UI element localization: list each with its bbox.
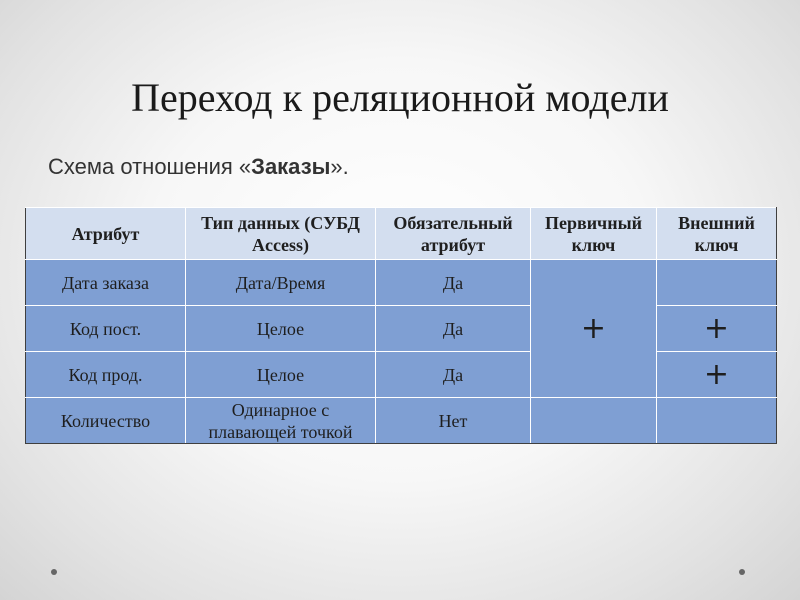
- relation-schema-table: [25, 207, 777, 444]
- cell-attribute: Количество: [26, 398, 186, 444]
- cell-foreign-key: +: [657, 306, 777, 352]
- cell-attribute: Код пост.: [26, 306, 186, 352]
- header-data-type: Тип данных (СУБД Access): [186, 208, 376, 260]
- cell-primary-key: +: [531, 260, 657, 398]
- cell-type: Целое: [186, 306, 376, 352]
- cell-required: Да: [376, 352, 531, 398]
- header-attribute: Атрибут: [26, 208, 186, 260]
- cell-foreign-key: [657, 260, 777, 306]
- cell-required: Нет: [376, 398, 531, 444]
- table-row: [26, 260, 777, 306]
- cell-foreign-key: +: [657, 352, 777, 398]
- cell-type: Одинарное с плавающей точкой: [186, 398, 376, 444]
- slide-dot-right: [739, 569, 745, 575]
- cell-attribute: Дата заказа: [26, 260, 186, 306]
- cell-primary-key-empty: [531, 398, 657, 444]
- header-required: Обязательный атрибут: [376, 208, 531, 260]
- slide-subtitle: [48, 154, 349, 180]
- table-row: [26, 398, 777, 444]
- subtitle-prefix: Схема отношения «: [48, 154, 252, 179]
- header-primary-key: Первичный ключ: [531, 208, 657, 260]
- table-row: [26, 306, 777, 352]
- cell-foreign-key: [657, 398, 777, 444]
- cell-required: Да: [376, 260, 531, 306]
- cell-attribute: Код прод.: [26, 352, 186, 398]
- slide-dot-left: [51, 569, 57, 575]
- slide-title: Переход к реляционной модели: [131, 75, 669, 120]
- cell-required: Да: [376, 306, 531, 352]
- subtitle-suffix: ».: [330, 154, 349, 179]
- table-row: [26, 352, 777, 398]
- cell-type: Дата/Время: [186, 260, 376, 306]
- relation-name: Заказы: [251, 154, 331, 179]
- cell-type: Целое: [186, 352, 376, 398]
- header-foreign-key: Внешний ключ: [657, 208, 777, 260]
- table-header-row: [26, 208, 777, 260]
